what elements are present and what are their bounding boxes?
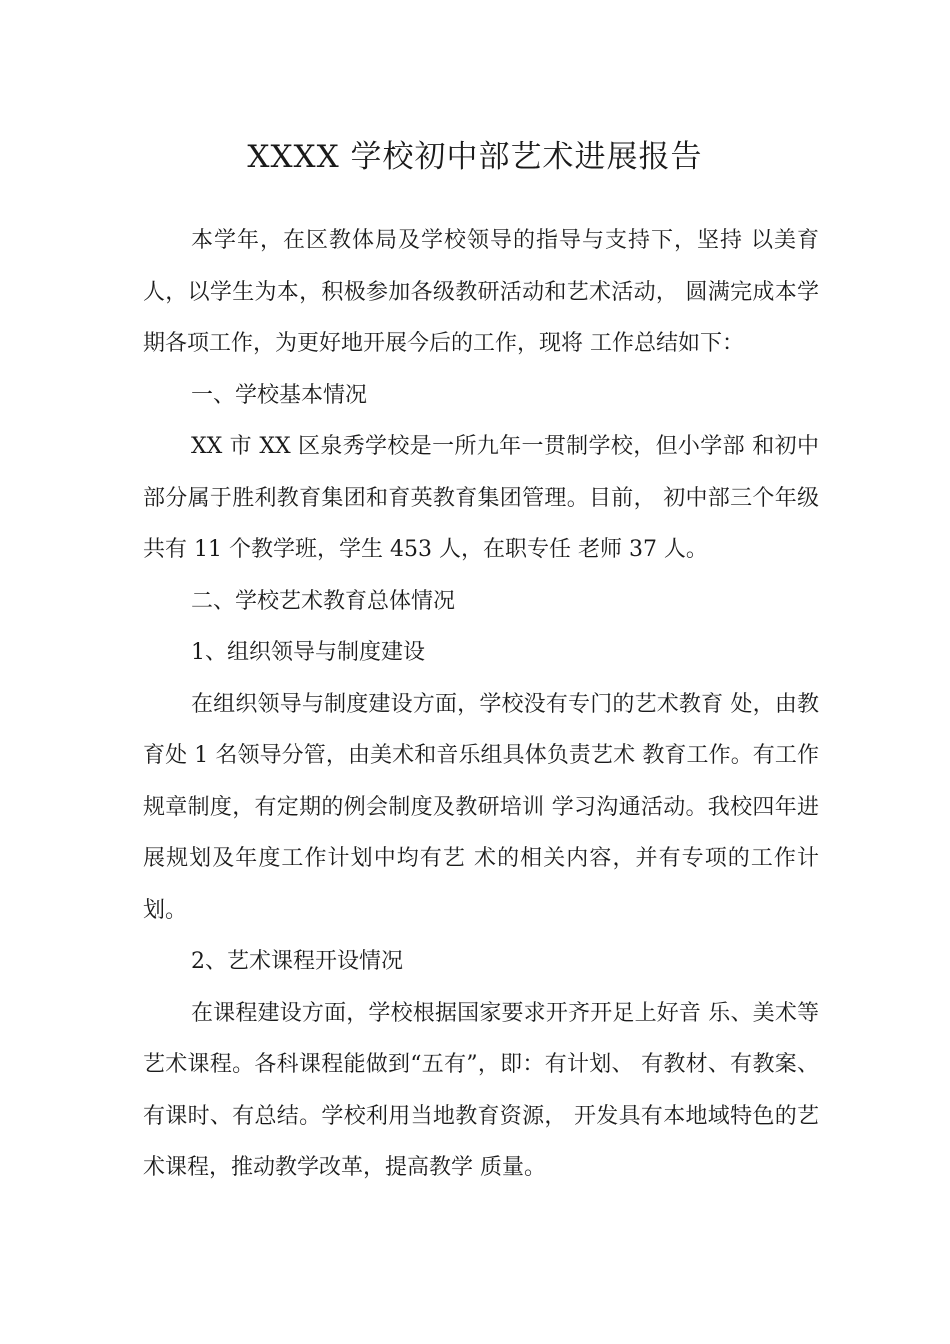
document-body [143, 215, 819, 1194]
section-heading-basic-info: 一、学校基本情况 [191, 382, 368, 408]
organization-paragraph: 在组织领导与制度建设方面，学校没有专门的艺术教育 处，由教育处 1 名领导分管，由美术和音乐组具体负责艺术 教育工作。有工作规章制度，有定期的例会制度及教研培训 学习沟通活动。我校四年进展规划及年度工作计划中均有艺 术的相关内容，并有专项的工作计划。 [143, 691, 819, 923]
section-heading-art-education: 二、学校艺术教育总体情况 [191, 588, 456, 614]
intro-paragraph: 本学年，在区教体局及学校领导的指导与支持下，坚持 以美育人，以学生为本，积极参加各级教研活动和艺术活动， 圆满完成本学期各项工作，为更好地开展今后的工作，现将 工作总结如下： [143, 228, 819, 356]
basic-info-paragraph: XX 市 XX 区泉秀学校是一所九年一贯制学校，但小学部 和初中部分属于胜利教育集团和育英教育集团管理。目前， 初中部三个年级共有 11 个教学班，学生 453 人，在职专任 老师 37 人。 [143, 434, 819, 562]
subsection-heading-organization: 1、组织领导与制度建设 [191, 640, 425, 665]
document-title: XXXX 学校初中部艺术进展报告 [247, 139, 703, 175]
subsection-heading-curriculum: 2、艺术课程开设情况 [191, 949, 403, 974]
curriculum-paragraph: 在课程建设方面，学校根据国家要求开齐开足上好音 乐、美术等艺术课程。各科课程能做到“五有”，即：有计划、 有教材、有教案、有课时、有总结。学校利用当地教育资源， 开发具有本地域特色的艺术课程，推动教学改革，提高教学 质量。 [143, 1000, 819, 1180]
